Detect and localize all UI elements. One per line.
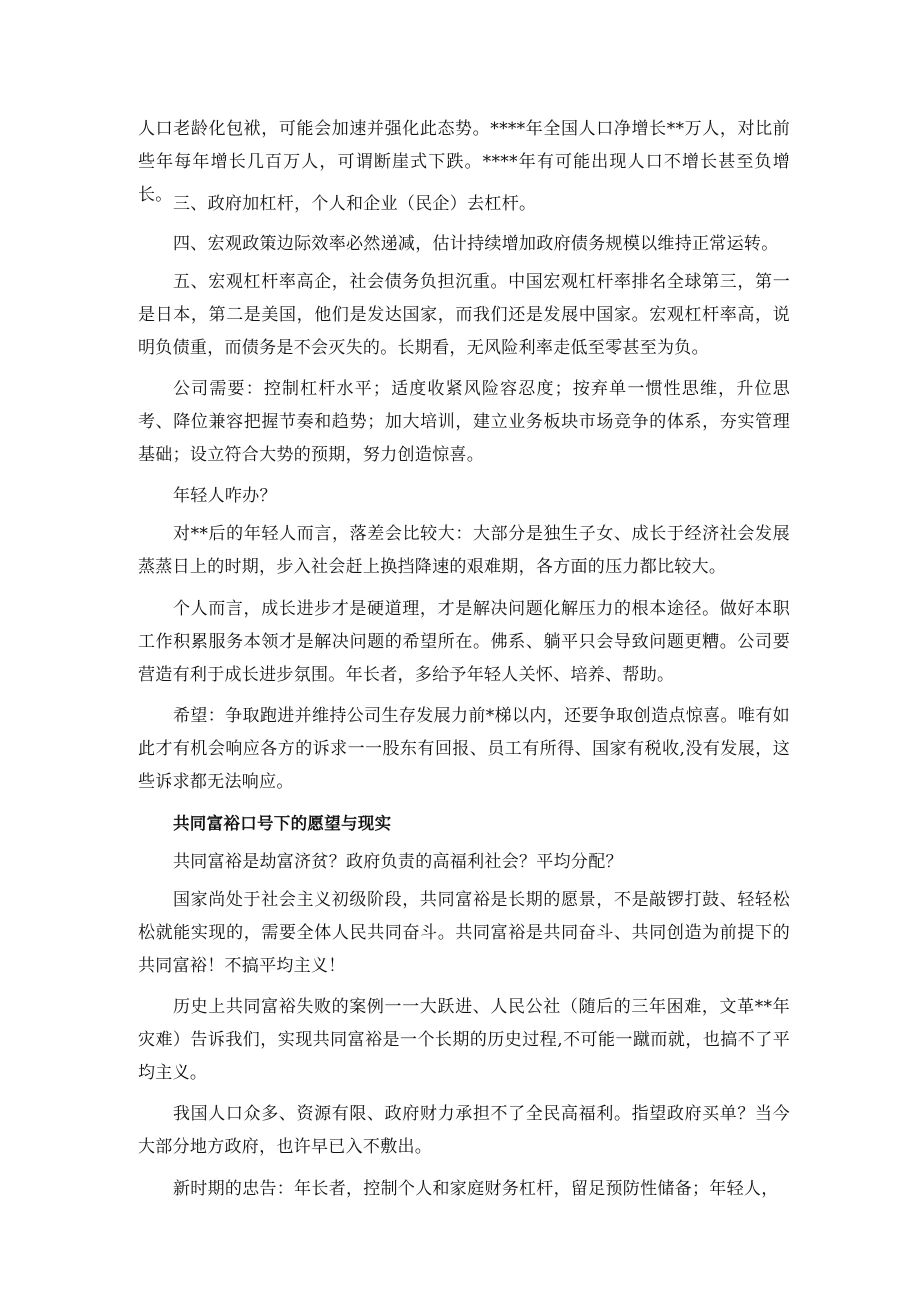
section-heading: 共同富裕口号下的愿望与现实 — [173, 814, 392, 833]
paragraph-population-resources: 我国人口众多、资源有限、政府财力承担不了全民高福利。指望政府买单？当今大部分地方政府，也许早已入不敷出。 — [138, 1104, 790, 1157]
paragraph-point-three: 三、政府加杠杆，个人和企业（民企）去杠杆。 — [173, 194, 537, 214]
paragraph-new-era-advice: 新时期的忠告：年长者，控制个人和家庭财务杠杆，留足预防性储备；年轻人， — [173, 1179, 779, 1199]
paragraph-historical-cases: 历史上共同富裕失败的案例一一大跃进、人民公社（随后的三年困难，文革**年灾难）告诉我们，实现共同富裕是一个长期的历史过程,不可能一蹴而就，也搞不了平均主义。 — [138, 997, 790, 1083]
paragraph-young-people-gap: 对**后的年轻人而言，落差会比较大：大部分是独生子女、成长于经济社会发展蒸蒸日上的时期，步入社会赶上换挡降速的艰难期，各方面的压力都比较大。 — [138, 524, 790, 577]
paragraph-long-term-vision: 国家尚处于社会主义初级阶段，共同富裕是长期的愿景，不是敲锣打鼓、轻轻松松就能实现的，需要全体人民共同奋斗。共同富裕是共同奋斗、共同创造为前提下的共同富裕！不搞平均主义！ — [138, 890, 790, 976]
paragraph-hope: 希望：争取跑进并维持公司生存发展力前*梯以内，还要争取创造点惊喜。唯有如此才有机会响应各方的诉求一一股东有回报、员工有所得、国家有税收,没有发展，这些诉求都无法响应。 — [138, 706, 790, 792]
paragraph-common-prosperity-question: 共同富裕是劫富济贫？政府负责的高福利社会？平均分配？ — [173, 852, 623, 872]
paragraph-aging-population: 人口老龄化包袱，可能会加速并强化此态势。****年全国人口净增长**万人，对比前些年每年增长几百万人，可谓断崖式下跌。****年有可能出现人口不增长甚至负增长。 — [138, 119, 790, 205]
paragraph-young-people-question: 年轻人咋办？ — [173, 486, 277, 506]
paragraph-company-needs: 公司需要：控制杠杆水平；适度收紧风险容忍度；按弃单一惯性思维，升位思考、降位兼容把握节奏和趋势；加大培训，建立业务板块市场竞争的体系，夯实管理基础；设立符合大势的预期，努力创造惊喜。 — [138, 379, 790, 465]
paragraph-point-five: 五、宏观杠杆率高企，社会债务负担沉重。中国宏观杠杆率排名全球第三，第一是日本，第二是美国，他们是发达国家，而我们还是发展中国家。宏观杠杆率高，说明负债重，而债务是不会灭失的。长期看，无风险利率走低至零甚至为负。 — [138, 272, 790, 358]
paragraph-point-four: 四、宏观政策边际效率必然递减，估计持续增加政府债务规模以维持正常运转。 — [173, 234, 779, 254]
paragraph-personal-growth: 个人而言，成长进步才是硬道理，才是解决问题化解压力的根本途径。做好本职工作积累服务本领才是解决问题的希望所在。佛系、躺平只会导致问题更糟。公司要营造有利于成长进步氛围。年长者，多给予年轻人关怀、培养、帮助。 — [138, 599, 790, 685]
